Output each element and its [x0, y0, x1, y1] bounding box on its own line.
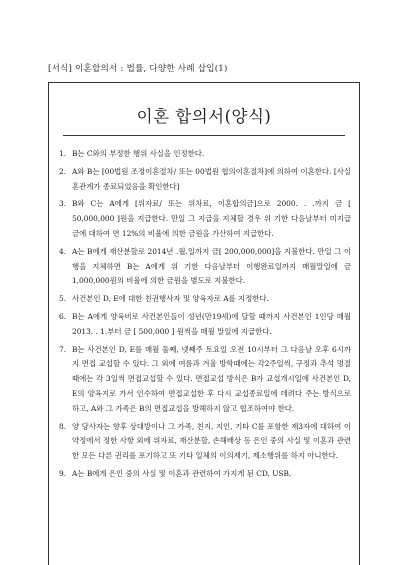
title-area: [49, 95, 359, 141]
clause-item: [59, 245, 351, 289]
clause-number: 2.: [59, 166, 67, 176]
clause-number: 7.: [59, 344, 67, 354]
document-title: 이혼 합의서(양식): [136, 107, 272, 126]
clause-text: B는 A에게 양육비로 사건본인들이 성년(만19세)에 달할 때까지 사건본인 1인당 매월 2013. . 1.부터 금 [ 500,000 ] 원씩을 매월 말일에 지급한다.: [72, 311, 351, 336]
clause-number: 1.: [59, 149, 67, 158]
clause-text: A와 B는 [00법원 조정이혼절차/ 또는 00법원 협의이혼절차]에 의하여 이혼한다. [사실혼관계가 종료되었음을 확인한다]: [72, 166, 351, 191]
clause-item: [59, 292, 351, 307]
clause-number: 8.: [59, 421, 67, 431]
clause-text: B는 사건본인 D, E를 매월 둘째, 넷째주 토요일 오전 10시부터 그 다음날 오후 6시까지 면접 교섭할 수 있다. 그 외에 여름과 겨울 방학때에는 각2주일씩, 구정과 추석 명절때에는 각 3일씩 면접교섭할 수 있다. 면접교섭 방식은 B가 교섭개시일에 사건본인 D, E의 양육지로 가서 인수하여 면접교섭한 후 다시 교섭종료일에 데려다 주는 방식으로 하고, A와 그 가족은 B의 면접교섭을 방해하지 않고 협조하여야 한다.: [72, 344, 351, 413]
clause-number: 6.: [59, 311, 67, 321]
clause-text: 사건본인 D, E에 대한 친권행사자 및 양육자로 A를 지정한다.: [72, 294, 269, 304]
clause-item: [59, 197, 351, 241]
clause-number: 4.: [59, 246, 67, 256]
clause-text: A는 B에게 은인 중의 사실 및 이혼과 관련하여 가지게 된 CD, USB,: [72, 468, 292, 478]
clause-item: [59, 147, 351, 162]
clause-item: [59, 420, 351, 464]
page-caption: [서식] 이혼합의서 : 법률, 다양한 사례 삽입(1): [48, 64, 228, 74]
clause-text: 양 당사자는 향후 상대방이나 그 가족, 친지, 지인, 기타 C를 포함한 제3자에 대하여 이 약정에서 정한 사항 외에 위자료, 재산분할, 손해배상 등 은인 중의 사실 및 이혼과 관련한 모든 다른 권리를 포기하고 또 기타 일체의 이의제기, 제소행위를 하지 아니한다.: [72, 421, 351, 461]
title-divider: [63, 135, 345, 136]
clause-number: 5.: [59, 294, 67, 304]
clause-text: B는 C와의 부정한 행위 사실을 인정한다.: [72, 149, 205, 158]
agreement-document: [48, 82, 360, 565]
clause-item: [59, 310, 351, 340]
clause-number: 9.: [59, 468, 67, 478]
clause-text: B와 C는 A에게 [위자료/ 또는 위차료, 이혼합의금]으로 2000. . .까지 금 [ 50,000,000 ]원을 지급한다. 만일 그 지급을 지체할 경우 위 기한 다음날부터 미지급금에 대하여 연 12%의 비율에 의한 금원을 가산하여 지급한다.: [72, 199, 351, 238]
clause-item: [59, 467, 351, 482]
clause-list: [49, 141, 359, 482]
clause-text: A는 B에게 재산분할로 2014년 .월.일까지 금[ 200,000,000]을 지불한다. 만일 그 이행을 지체하면 B는 A에게 위 기한 다음날부터 이행완료일까지 매월말일에 금 1,000,000원의 비율에 의한 금원을 별도로 지불한다.: [72, 246, 351, 286]
clause-item: [59, 165, 351, 195]
clause-item: [59, 343, 351, 417]
clause-number: 3.: [59, 199, 67, 209]
